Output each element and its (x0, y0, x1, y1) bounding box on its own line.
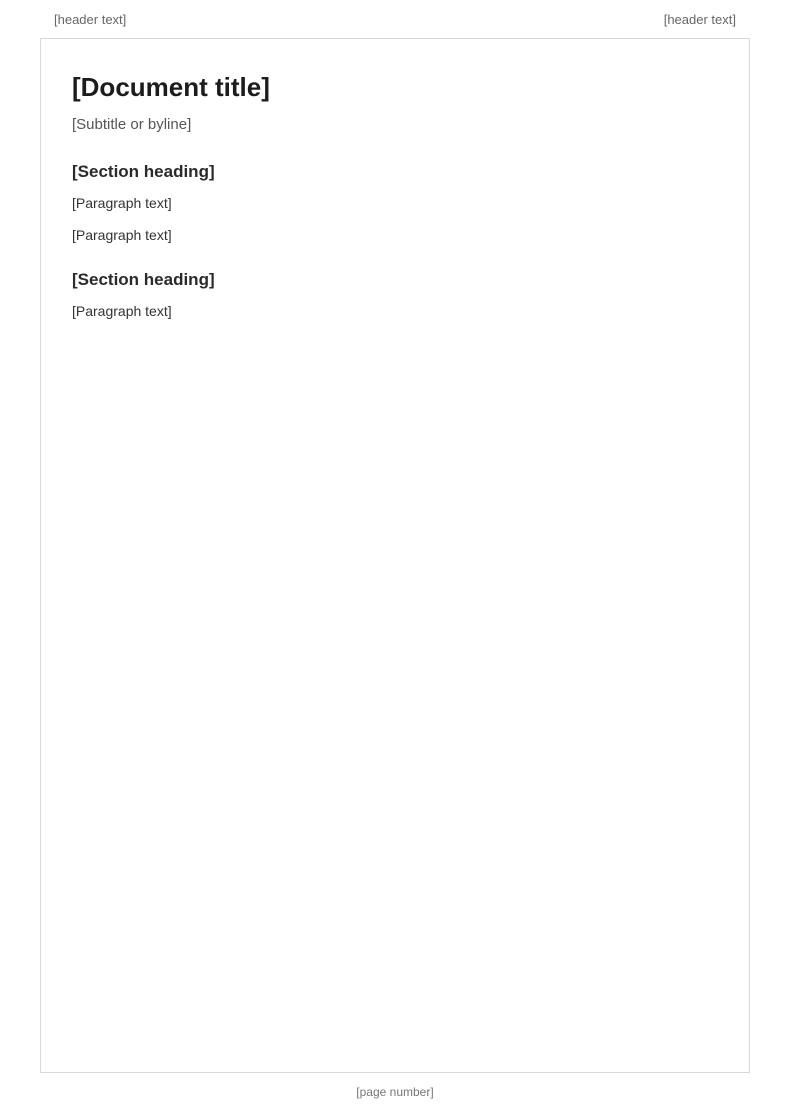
header-right-text: [header text] (663, 11, 736, 27)
section-1-heading: [Section heading] (72, 162, 215, 181)
page-number: [page number] (356, 1085, 434, 1099)
page-body (72, 70, 718, 1030)
header-left-text: [header text] (54, 11, 127, 27)
page-header (40, 0, 750, 38)
section-2 (72, 268, 718, 322)
section-2-paragraph-1: [Paragraph text] (72, 303, 172, 319)
page-footer (40, 1073, 750, 1111)
section-1 (72, 160, 718, 246)
document-title: [Document title] (72, 72, 270, 102)
section-2-heading: [Section heading] (72, 270, 215, 289)
document-subtitle: [Subtitle or byline] (72, 116, 192, 133)
section-1-paragraph-1: [Paragraph text] (72, 195, 172, 211)
section-1-paragraph-2: [Paragraph text] (72, 227, 172, 243)
